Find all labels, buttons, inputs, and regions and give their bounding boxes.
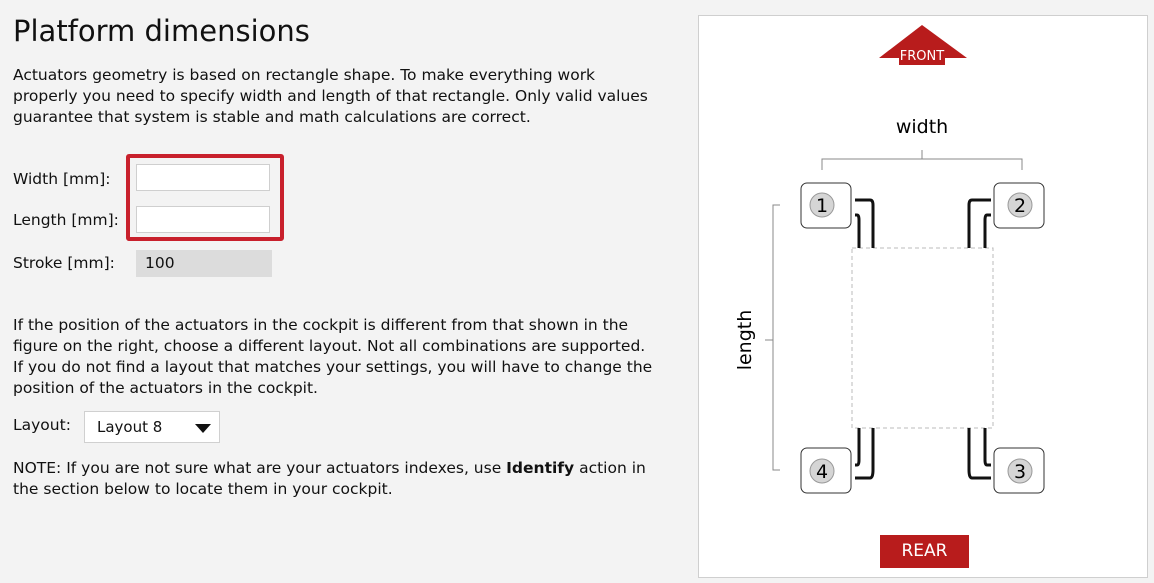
layout-label: Layout: (13, 416, 71, 434)
stroke-field: 100 (136, 250, 272, 277)
note-prefix: NOTE: If you are not sure what are your actuators indexes, use (13, 459, 507, 477)
length-bracket (765, 205, 780, 470)
svg-text:4: 4 (815, 461, 829, 483)
svg-text:1: 1 (815, 195, 829, 217)
actuator-cables (855, 200, 991, 478)
layout-description: If the position of the actuators in the cockpit is different from that shown in the figure on the right, choose a different layout. Not all combinations are supported. If you do not find a layout that matches your settings, you will have to change the position of the actuators in the cockpit. (13, 316, 653, 397)
front-label: FRONT (899, 49, 945, 64)
diagram-svg (698, 15, 1148, 578)
svg-text:3: 3 (1013, 461, 1027, 483)
page-title: Platform dimensions (13, 14, 310, 48)
rear-label: REAR (880, 535, 969, 568)
highlight-frame (126, 154, 284, 241)
stroke-label: Stroke [mm]: (13, 254, 115, 272)
platform-outline (852, 248, 993, 428)
actuator-1 (801, 183, 851, 228)
width-bracket (822, 150, 1022, 170)
width-label: Width [mm]: (13, 170, 111, 188)
intro-text: Actuators geometry is based on rectangle shape. To make everything work properly you need to specify width and length of that rectangle. Only valid values guarantee that system is stable and math calculations are correct. (13, 66, 648, 126)
note-identify: Identify (506, 459, 575, 477)
svg-text:2: 2 (1013, 195, 1027, 217)
layout-selected: Layout 8 (97, 418, 163, 436)
length-dimension-label: length (734, 309, 756, 371)
note-suffix: action in the section below to locate them in your cockpit. (13, 459, 646, 498)
width-dimension-label: width (895, 116, 949, 138)
length-label: Length [mm]: (13, 211, 119, 229)
actuator-4 (801, 448, 851, 493)
note-text (13, 458, 653, 500)
chevron-down-icon (195, 424, 211, 433)
actuator-3 (994, 448, 1044, 493)
actuator-2 (994, 183, 1044, 228)
platform-diagram (698, 15, 1148, 578)
layout-select[interactable] (84, 411, 220, 443)
